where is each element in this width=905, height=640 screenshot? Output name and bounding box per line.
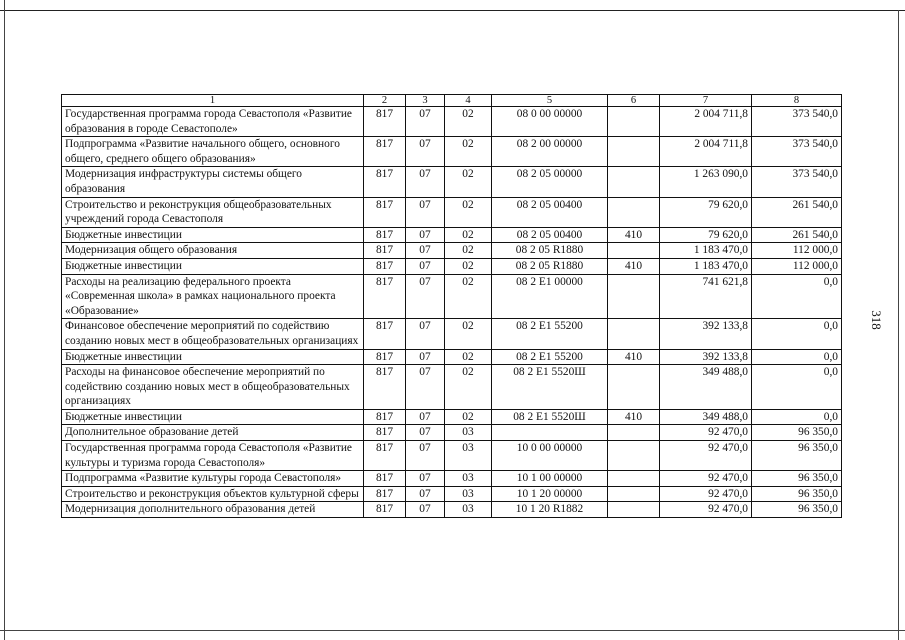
row-amount-year1: 1 183 470,0 bbox=[660, 258, 752, 274]
row-code-ministry: 817 bbox=[364, 365, 406, 410]
row-name: Дополнительное образование детей bbox=[62, 425, 364, 441]
row-amount-year2: 373 540,0 bbox=[752, 107, 842, 137]
row-code-target: 08 2 05 R1880 bbox=[492, 243, 608, 259]
row-code-ministry: 817 bbox=[364, 486, 406, 502]
row-code-section: 07 bbox=[406, 167, 445, 197]
table-row bbox=[62, 227, 842, 243]
row-code-subsection: 02 bbox=[445, 409, 492, 425]
row-code-target: 08 2 E1 5520Ш bbox=[492, 365, 608, 410]
row-amount-year2: 373 540,0 bbox=[752, 167, 842, 197]
row-name: Модернизация инфраструктуры системы общего образования bbox=[62, 167, 364, 197]
row-code-target: 08 0 00 00000 bbox=[492, 107, 608, 137]
row-code-subsection: 02 bbox=[445, 319, 492, 349]
row-code-subsection: 02 bbox=[445, 197, 492, 227]
row-name: Расходы на финансовое обеспечение мероприятий по содействию созданию новых мест в общеобразовательных организациях bbox=[62, 365, 364, 410]
column-header: 7 bbox=[660, 95, 752, 107]
row-code-target: 08 2 E1 00000 bbox=[492, 274, 608, 319]
table-row bbox=[62, 486, 842, 502]
row-code-target bbox=[492, 425, 608, 441]
table-row bbox=[62, 258, 842, 274]
row-code-subsection: 03 bbox=[445, 471, 492, 487]
row-code-section: 07 bbox=[406, 409, 445, 425]
scan-frame-right bbox=[898, 10, 899, 640]
table-row bbox=[62, 137, 842, 167]
row-code-subsection: 02 bbox=[445, 365, 492, 410]
column-header: 5 bbox=[492, 95, 608, 107]
row-amount-year2: 0,0 bbox=[752, 349, 842, 365]
row-code-target: 10 0 00 00000 bbox=[492, 441, 608, 471]
row-amount-year1: 92 470,0 bbox=[660, 502, 752, 518]
row-code-expense-type bbox=[608, 107, 660, 137]
row-amount-year1: 92 470,0 bbox=[660, 425, 752, 441]
row-code-expense-type: 410 bbox=[608, 409, 660, 425]
header-row bbox=[62, 95, 842, 107]
row-code-target: 08 2 00 00000 bbox=[492, 137, 608, 167]
row-name: Бюджетные инвестиции bbox=[62, 227, 364, 243]
table-body bbox=[62, 107, 842, 518]
table-row bbox=[62, 197, 842, 227]
row-name: Расходы на реализацию федерального проекта «Современная школа» в рамках национального проекта «Образование» bbox=[62, 274, 364, 319]
row-code-expense-type bbox=[608, 441, 660, 471]
row-amount-year2: 96 350,0 bbox=[752, 471, 842, 487]
column-header: 6 bbox=[608, 95, 660, 107]
row-code-section: 07 bbox=[406, 502, 445, 518]
row-code-target: 10 1 00 00000 bbox=[492, 471, 608, 487]
row-amount-year1: 92 470,0 bbox=[660, 486, 752, 502]
row-name: Государственная программа города Севастополя «Развитие культуры и туризма города Севастополя» bbox=[62, 441, 364, 471]
row-code-ministry: 817 bbox=[364, 227, 406, 243]
row-code-section: 07 bbox=[406, 349, 445, 365]
row-code-ministry: 817 bbox=[364, 349, 406, 365]
row-code-target: 08 2 05 00000 bbox=[492, 167, 608, 197]
row-code-ministry: 817 bbox=[364, 471, 406, 487]
row-amount-year1: 1 263 090,0 bbox=[660, 167, 752, 197]
row-amount-year2: 96 350,0 bbox=[752, 425, 842, 441]
row-code-target: 08 2 05 00400 bbox=[492, 197, 608, 227]
row-code-expense-type bbox=[608, 167, 660, 197]
row-code-expense-type bbox=[608, 319, 660, 349]
row-code-ministry: 817 bbox=[364, 274, 406, 319]
row-amount-year2: 112 000,0 bbox=[752, 243, 842, 259]
row-name: Бюджетные инвестиции bbox=[62, 409, 364, 425]
row-name: Строительство и реконструкция объектов культурной сферы bbox=[62, 486, 364, 502]
row-code-ministry: 817 bbox=[364, 502, 406, 518]
row-amount-year1: 79 620,0 bbox=[660, 227, 752, 243]
row-name: Подпрограмма «Развитие начального общего, основного общего, среднего общего образования» bbox=[62, 137, 364, 167]
row-amount-year2: 373 540,0 bbox=[752, 137, 842, 167]
row-code-subsection: 02 bbox=[445, 137, 492, 167]
row-code-section: 07 bbox=[406, 197, 445, 227]
row-code-section: 07 bbox=[406, 365, 445, 410]
row-amount-year2: 261 540,0 bbox=[752, 197, 842, 227]
row-code-target: 10 1 20 R1882 bbox=[492, 502, 608, 518]
row-amount-year2: 0,0 bbox=[752, 365, 842, 410]
row-code-subsection: 02 bbox=[445, 107, 492, 137]
row-code-section: 07 bbox=[406, 137, 445, 167]
row-name: Модернизация дополнительного образования детей bbox=[62, 502, 364, 518]
row-amount-year1: 92 470,0 bbox=[660, 441, 752, 471]
row-code-section: 07 bbox=[406, 486, 445, 502]
row-code-section: 07 bbox=[406, 243, 445, 259]
table-row bbox=[62, 167, 842, 197]
row-amount-year1: 392 133,8 bbox=[660, 349, 752, 365]
row-amount-year1: 392 133,8 bbox=[660, 319, 752, 349]
row-amount-year2: 261 540,0 bbox=[752, 227, 842, 243]
row-code-section: 07 bbox=[406, 227, 445, 243]
row-name: Бюджетные инвестиции bbox=[62, 258, 364, 274]
row-code-ministry: 817 bbox=[364, 319, 406, 349]
row-code-subsection: 02 bbox=[445, 349, 492, 365]
row-amount-year2: 0,0 bbox=[752, 274, 842, 319]
row-code-expense-type bbox=[608, 471, 660, 487]
row-amount-year2: 0,0 bbox=[752, 409, 842, 425]
row-code-expense-type bbox=[608, 274, 660, 319]
row-code-section: 07 bbox=[406, 471, 445, 487]
table-row bbox=[62, 425, 842, 441]
column-header: 3 bbox=[406, 95, 445, 107]
row-amount-year2: 0,0 bbox=[752, 319, 842, 349]
column-header: 1 bbox=[62, 95, 364, 107]
row-code-target: 08 2 05 R1880 bbox=[492, 258, 608, 274]
table-row bbox=[62, 243, 842, 259]
table-row bbox=[62, 441, 842, 471]
row-code-subsection: 03 bbox=[445, 486, 492, 502]
table-row bbox=[62, 274, 842, 319]
row-name: Модернизация общего образования bbox=[62, 243, 364, 259]
row-code-expense-type: 410 bbox=[608, 349, 660, 365]
row-amount-year2: 96 350,0 bbox=[752, 486, 842, 502]
row-amount-year1: 2 004 711,8 bbox=[660, 107, 752, 137]
row-code-expense-type bbox=[608, 243, 660, 259]
table-row bbox=[62, 319, 842, 349]
row-code-target: 08 2 E1 5520Ш bbox=[492, 409, 608, 425]
row-code-ministry: 817 bbox=[364, 167, 406, 197]
row-code-subsection: 03 bbox=[445, 425, 492, 441]
row-amount-year1: 92 470,0 bbox=[660, 471, 752, 487]
row-code-target: 08 2 05 00400 bbox=[492, 227, 608, 243]
row-code-expense-type bbox=[608, 365, 660, 410]
table-row bbox=[62, 502, 842, 518]
row-code-expense-type bbox=[608, 197, 660, 227]
scan-frame-left bbox=[4, 0, 5, 640]
scan-frame-bottom bbox=[0, 630, 905, 631]
row-code-expense-type bbox=[608, 425, 660, 441]
row-amount-year2: 96 350,0 bbox=[752, 502, 842, 518]
row-code-target: 08 2 E1 55200 bbox=[492, 319, 608, 349]
row-code-expense-type: 410 bbox=[608, 258, 660, 274]
row-code-subsection: 02 bbox=[445, 258, 492, 274]
row-code-section: 07 bbox=[406, 441, 445, 471]
row-code-section: 07 bbox=[406, 319, 445, 349]
row-code-expense-type bbox=[608, 137, 660, 167]
row-code-section: 07 bbox=[406, 258, 445, 274]
row-code-subsection: 02 bbox=[445, 227, 492, 243]
row-code-ministry: 817 bbox=[364, 107, 406, 137]
row-amount-year1: 79 620,0 bbox=[660, 197, 752, 227]
row-amount-year2: 96 350,0 bbox=[752, 441, 842, 471]
row-code-section: 07 bbox=[406, 425, 445, 441]
row-name: Финансовое обеспечение мероприятий по содействию созданию новых мест в общеобразовательных организациях bbox=[62, 319, 364, 349]
column-header: 2 bbox=[364, 95, 406, 107]
row-code-subsection: 03 bbox=[445, 502, 492, 518]
row-code-section: 07 bbox=[406, 274, 445, 319]
row-code-ministry: 817 bbox=[364, 409, 406, 425]
column-header: 4 bbox=[445, 95, 492, 107]
row-name: Бюджетные инвестиции bbox=[62, 349, 364, 365]
row-amount-year1: 349 488,0 bbox=[660, 365, 752, 410]
row-code-ministry: 817 bbox=[364, 243, 406, 259]
row-code-subsection: 03 bbox=[445, 441, 492, 471]
table-row bbox=[62, 349, 842, 365]
page-number: 318 bbox=[868, 310, 884, 330]
row-code-ministry: 817 bbox=[364, 258, 406, 274]
row-code-ministry: 817 bbox=[364, 441, 406, 471]
row-code-ministry: 817 bbox=[364, 425, 406, 441]
row-code-target: 10 1 20 00000 bbox=[492, 486, 608, 502]
row-amount-year1: 349 488,0 bbox=[660, 409, 752, 425]
scan-frame-top bbox=[0, 0, 905, 11]
row-code-expense-type: 410 bbox=[608, 227, 660, 243]
row-amount-year2: 112 000,0 bbox=[752, 258, 842, 274]
row-code-target: 08 2 E1 55200 bbox=[492, 349, 608, 365]
table-row bbox=[62, 365, 842, 410]
row-code-subsection: 02 bbox=[445, 243, 492, 259]
row-name: Подпрограмма «Развитие культуры города Севастополя» bbox=[62, 471, 364, 487]
row-code-section: 07 bbox=[406, 107, 445, 137]
row-name: Строительство и реконструкция общеобразовательных учреждений города Севастополя bbox=[62, 197, 364, 227]
row-amount-year1: 741 621,8 bbox=[660, 274, 752, 319]
table-row bbox=[62, 409, 842, 425]
row-code-subsection: 02 bbox=[445, 274, 492, 319]
row-name: Государственная программа города Севастополя «Развитие образования в городе Севастополе» bbox=[62, 107, 364, 137]
row-code-ministry: 817 bbox=[364, 197, 406, 227]
row-code-expense-type bbox=[608, 486, 660, 502]
row-amount-year1: 1 183 470,0 bbox=[660, 243, 752, 259]
column-header: 8 bbox=[752, 95, 842, 107]
table-row bbox=[62, 471, 842, 487]
budget-table bbox=[61, 94, 842, 518]
table-row bbox=[62, 107, 842, 137]
row-code-ministry: 817 bbox=[364, 137, 406, 167]
row-code-expense-type bbox=[608, 502, 660, 518]
row-amount-year1: 2 004 711,8 bbox=[660, 137, 752, 167]
row-code-subsection: 02 bbox=[445, 167, 492, 197]
